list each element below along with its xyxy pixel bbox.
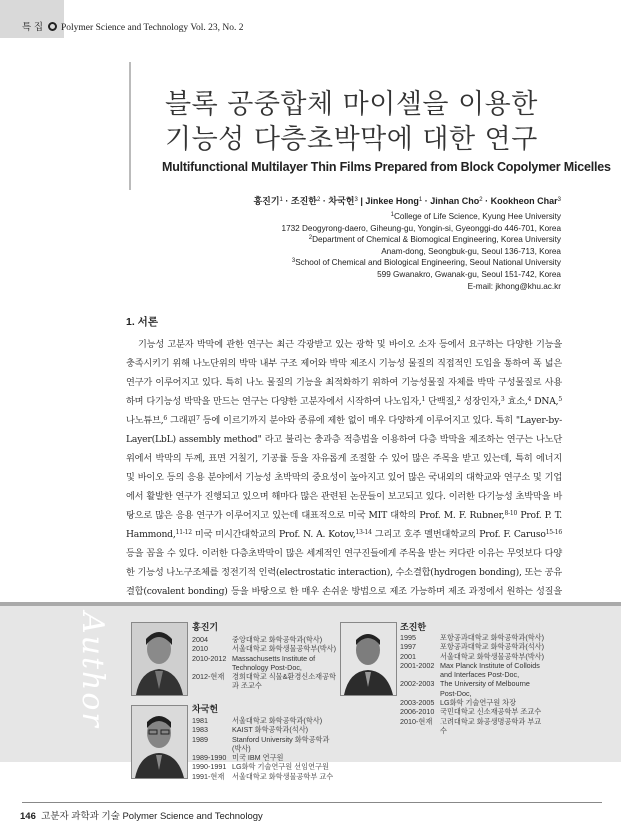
bio-entry: 2006-2010 국민대학교 신소재공학부 조교수 (400, 707, 542, 717)
bio-entry: 1991-현재 서울대학교 화학생물공학부 교수 (192, 771, 334, 781)
affiliation-line: Anam-dong, Seongbuk-gu, Seoul 136-713, Korea (381, 246, 561, 256)
author-name-en: Kookheon Char (490, 196, 558, 206)
bio-entry: 1995 포항공과대학교 화학공학과(학사) (400, 633, 544, 642)
header-tag: 특 집 (22, 22, 43, 33)
korean-title-line2: 기능성 다층초박막에 대한 연구 (165, 124, 538, 155)
bio-entries (192, 635, 336, 691)
bio-entry: 1981 서울대학교 화학공학과(학사) (192, 716, 323, 725)
author-name: 조진한 (290, 196, 317, 206)
affiliation-line: $^3$School of Chemical and Biological Engineering, Seoul National University (291, 258, 561, 268)
bio-entry: 2010-현재 고려대학교 화공생명공학과 부교수 (400, 716, 542, 735)
portrait-image (132, 706, 187, 778)
author-photo (131, 705, 188, 779)
bio-entry: 2004 중앙대학교 화학공학과(학사) (192, 635, 323, 644)
affiliations (282, 211, 561, 292)
author-panel-label: Author (75, 612, 110, 729)
bio-entry: 2001 서울대학교 화학생물공학부(박사) (400, 651, 544, 661)
bio-entry: 2001-2002 Max Planck Institute of Colloids and Interfaces Post-Doc, (400, 660, 540, 680)
author-name-en: Jinkee Hong (365, 196, 419, 206)
bio-name: 차국헌 (192, 704, 219, 714)
author-line: 홍진기$^1$ · 조진한$^2$ · 차국헌$^3$ | Jinkee Hong$^1$ · Jinhan Cho$^2$ · Kookheon Char$^3$ (253, 196, 561, 206)
bio-entry: 2002-2003 The University of Melbourne Post-Doc, (400, 679, 530, 698)
bio-entry: 2012-현재 경희대학교 식물&환경신소재공학과 조교수 (192, 672, 336, 691)
affiliation-line: 1732 Deogyrong-daero, Giheung-gu, Yongin-si, Gyeonggi-do 446-701, Korea (281, 223, 561, 233)
footer-rule (22, 802, 602, 803)
author-panel-top-band (0, 602, 621, 606)
header-journal: Polymer Science and Technology Vol. 23, No. 2 (61, 23, 244, 33)
korean-title (165, 87, 538, 157)
author-name-en: Jinhan Cho (430, 196, 480, 206)
bio-entries (400, 633, 544, 735)
bio-entry: 1989-1990 미국 IBM 연구원 (192, 753, 284, 763)
english-title: Multifunctional Multilayer Thin Films Prepared from Block Copolymer Micelles (162, 160, 611, 174)
portrait-image (341, 623, 396, 695)
bio-entry: 2010 서울대학교 화학생물공학부(박사) (192, 644, 336, 654)
bio-entry: 2010-2012 Massachusetts Institute of Technology Post-Doc, (192, 653, 316, 672)
page-number: 146 (20, 811, 36, 822)
affiliation-line: $^1$College of Life Science, Kyung Hee University (390, 212, 561, 221)
bio-entry: 2003-2005 LG화학 기술연구원 차장 (400, 698, 517, 708)
korean-title-line1: 블록 공중합체 마이셀을 이용한 (165, 89, 538, 120)
bio-entry: 1990-1991 LG화학 기술연구원 선임연구원 (192, 762, 329, 772)
bio-entry: 1997 포항공과대학교 화학공학과(석사) (400, 642, 544, 652)
page-footer (20, 808, 263, 822)
author-name: 차국헌 (328, 196, 355, 206)
affiliation-line: 599 Gwanakro, Gwanak-gu, Seoul 151-742, Korea (377, 269, 561, 279)
author-photo (340, 622, 397, 696)
section-heading: 1. 서론 (126, 316, 158, 328)
bio-entry: 1989 Stanford University 화학공학과(박사) (192, 734, 330, 753)
title-accent-bar (129, 62, 131, 190)
bio-entries (192, 716, 336, 781)
bio-entry: 1983 KAIST 화학공학과(석사) (192, 725, 309, 735)
bio-name: 조진한 (400, 622, 427, 632)
author-name: 홍진기 (253, 196, 280, 206)
contact-email: E-mail: jkhong@khu.ac.kr (467, 281, 561, 291)
bio-name: 홍진기 (192, 622, 219, 632)
footer-journal: 고분자 과학과 기술 Polymer Science and Technology (41, 811, 263, 822)
author-photo (131, 622, 188, 696)
body-paragraph: 기능성 고분자 박막에 관한 연구는 최근 각광받고 있는 광학 및 바이오 소자 등에서 요구하는 다양한 기능을 충족시키기 위해 나노단위의 박막 내부 구조 제어와 박막 제조시 기능성 물질의 직접적인 도입을 통하여 폭 넓은 연구가 이루어지고 있다. 특히 나노 물질의 기능을 최적화하기 위하여 기능성물질 자체를 박막 구성물질로 사용하며 다기능성 박막을 만드는 연구는 다양한 고분자에서 시작하여 나노입자,$^1$ 단백질,$^2$ 성장인자,$^3$ 효소,$^4$ DNA,$^5$ 나노튜브,$^6$ 그래핀$^7$ 등에 이르기까지 분야와 종류에 제한 없이 매우 다양하게 이루어지고 있다. 특히 "Layer-by-Layer(LbL) assembly method" 라고 불리는 충과층 적층법을 이용하여 다층 박막을 제조하는 연구는 나노단위에서 박막의 두께, 표면 거칠기, 기공률 등을 자유롭게 조절할 수 있어 많은 주목을 받고 있는데, 특히 에너지 및 바이오 등의 응용 분야에서 기능성 초박막의 중요성이 높아지고 있어 많은 국내외의 대학교와 연구소 및 기업에서 활발한 연구가 진행되고 있으며 해마다 많은 관련된 논문들이 보고되고 있다. 이러한 다기능성 초박막을 바탕으로 많은 응용 연구가 이루어지고 있는데 대표적으로 미국 MIT 대학의 Prof. M. F. Rubner,$^{8-10}$ Prof. P. T. Hammond,$^{11-12}$ 미국 미시간대학교의 Prof. N. A. Kotov,$^{13-14}$ 그리고 호주 멜번대학교의 Prof. F. Caruso$^{15-16}$ 등을 꼽을 수 있다. 이러한 다층초박막이 많은 세계적인 연구진들에게 주목을 받는 커다란 이유는 무엇보다 다양한 기능성 나노구조체를 정전기적 인력(electrostatic interaction), 수소결합(hydrogen bonding), 또는 공유결합(covalent bonding) 등을 바탕으로 한 매우 손쉬운 방법으로 제조 가능하며 제조 과정에서 원하는 성질을 (126, 339, 562, 597)
affiliation-line: $^2$Department of Chemical & Biomogical Engineering, Korea University (308, 235, 561, 245)
circle-bullet-icon (48, 22, 57, 31)
running-header (22, 19, 243, 33)
portrait-image (132, 623, 187, 695)
